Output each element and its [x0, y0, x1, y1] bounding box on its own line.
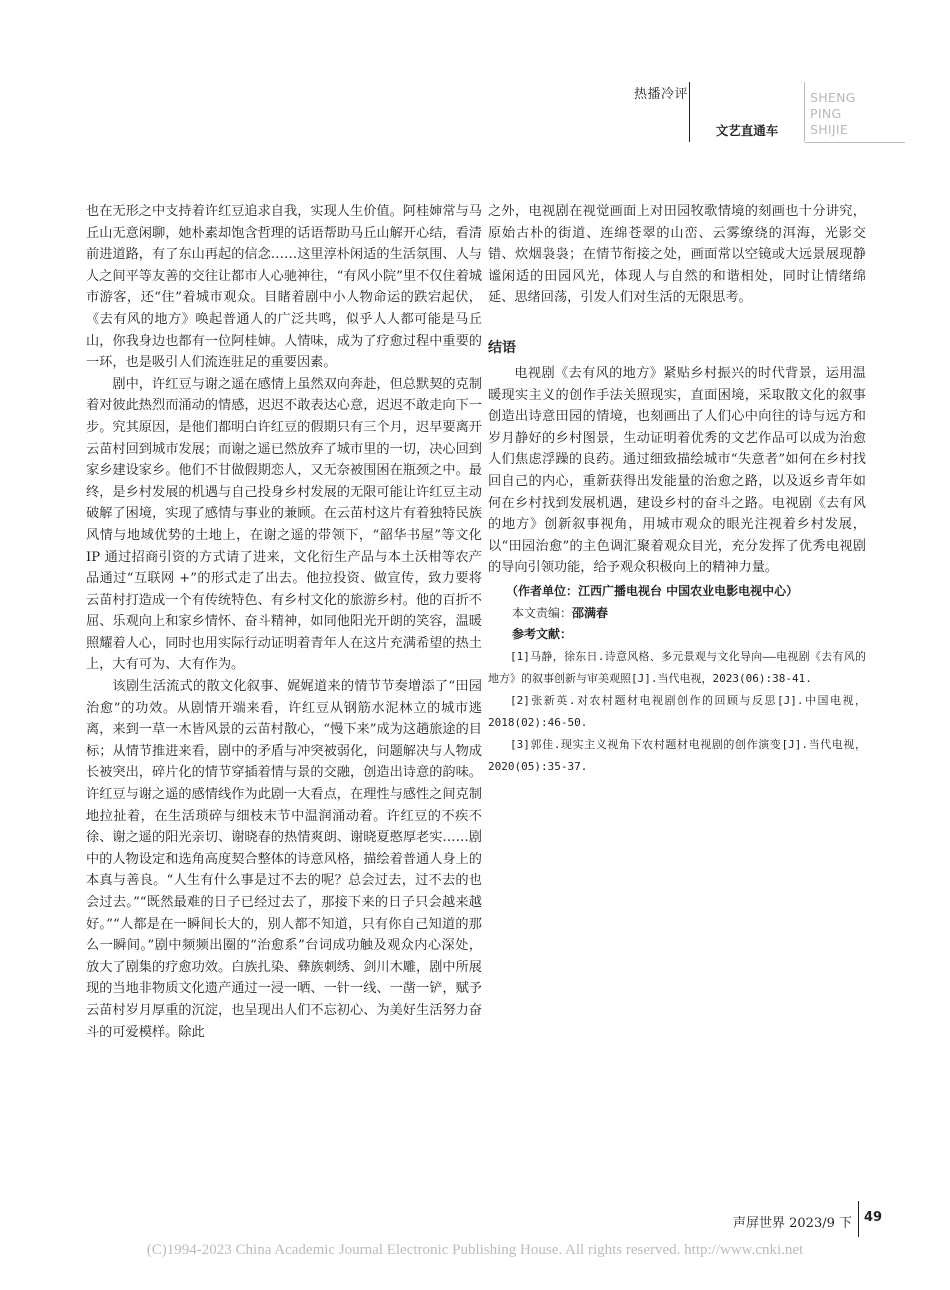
header-divider: [689, 82, 690, 142]
section-title: 文艺直通车: [715, 123, 779, 138]
brand-line-3: SHIJIE: [810, 122, 849, 137]
paragraph-continued: 之外，电视剧在视觉画面上对田园牧歌情境的刻画也十分讲究，原始古朴的街道、连绵苍翠的山峦、云雾缭绕的洱海，光影交错、炊烟袅袅；在情节衔接之处，画面常以空镜或大远景展现静谧闲适的田园风光，体现人与自然的和谐相处，同时让情绪绵延、思绪回荡，引发人们对生活的无限思考。: [488, 204, 866, 306]
reference-item: [3]郭佳.现实主义视角下农村题材电视剧的创作演变[J].当代电视，2020(05):35-37.: [488, 737, 866, 773]
conclusion-paragraph: 电视剧《去有风的地方》紧贴乡村振兴的时代背景，运用温暖现实主义的创作手法关照现实，直面困境，采取散文化的叙事创造出诗意田园的情境，也刻画出了人们心中向往的诗与远方和岁月静好的乡村图景，生动证明着优秀的文艺作品可以成为治愈人们焦虑浮躁的良药。通过细致描绘城市“失意者”如何在乡村找回自己的内心，重新获得出发能量的治愈之路，以及返乡青年如何在乡村找到发展机遇，建设乡村的奋斗之路。电视剧《去有风的地方》创新叙事视角，用城市观众的眼光注视着乡村发展，以“田园治愈”的主色调汇聚着观众目光，充分发挥了优秀电视剧的导向引领功能，给予观众积极向上的精神力量。: [488, 365, 866, 576]
paragraph: 该剧生活流式的散文化叙事、娓娓道来的情节节奏增添了“田园治愈”的功效。从剧情开端来看，许红豆从钢筋水泥林立的城市逃离，来到一草一木皆风景的云苗村散心，“慢下来”成为这趟旅途的目标；从情节推进来看，剧中的矛盾与冲突被弱化，问题解决与人物成长被突出，碎片化的情节穿插着情与景的交融，创造出诗意的韵味。许红豆与谢之遥的感情线作为此剧一大看点，在理性与感性之间克制地拉扯着，在生活琐碎与细枝末节中温润涌动着。许红豆的不疾不徐、谢之遥的阳光亲切、谢晓春的热情爽朗、谢晓夏憨厚老实……剧中的人物设定和选角高度契合整体的诗意风格，描绘着普通人身上的本真与善良。“人生有什么事是过不去的呢？总会过去，过不去的也会过去。”“既然最难的日子已经过去了，那接下来的日子只会越来越好。”“人都是在一瞬间长大的，别人都不知道，只有你自己知道的那么一瞬间。”剧中频频出圈的“治愈系”台词成功触及观众内心深处，放大了剧集的疗愈功效。白族扎染、彝族刺绣、剑川木雕，剧中所展现的当地非物质文化遗产通过一浸一晒、一针一线、一凿一铲，赋予云苗村岁月厚重的沉淀，也呈现出人们不忘初心、为美好生活努力奋斗的可爱模样。除此: [86, 679, 482, 1040]
page-number: 49: [864, 1210, 883, 1225]
reference-item: [2]张新英.对农村题材电视剧创作的回顾与反思[J].中国电视，2018(02):46-50.: [488, 693, 866, 729]
conclusion-heading: 结语: [488, 339, 516, 356]
paragraph: 剧中，许红豆与谢之遥在感情上虽然双向奔赴，但总默契的克制着对彼此热烈而涌动的情感，迟迟不敢表达心意，迟迟不敢走向下一步。究其原因，是他们都明白许红豆的假期只有三个月，迟早要离开云苗村回到城市发展；而谢之遥已然放弃了城市里的一切，决心回到家乡建设家乡。他们不甘做假期恋人，又无奈被围困在瓶颈之中。最终，是乡村发展的机遇与自己投身乡村发展的无限可能让许红豆主动破解了困境，实现了感情与事业的兼顾。在云苗村这片有着独特民族风情与地域优势的土地上，在谢之遥的带领下，“韶华书屋”等文化 IP 通过招商引资的方式请了进来，文化衍生产品与本土沃柑等农产品通过“互联网 +”的形式走了出去。他拉投资、做宣传，致力要将云苗村打造成一个有传统特色、有乡村文化的旅游乡村。他的百折不屈、乐观向上和家乡情怀、奋斗精神，如同他阳光开朗的笑容，温暖照耀着人心，同时也用实际行动证明着青年人在这片充满希望的热土上，大有可为、大有作为。: [86, 376, 482, 673]
right-column: [488, 201, 866, 778]
references-heading: 参考文献：: [512, 627, 573, 642]
author-affiliation: （作者单位：江西广播电视台 中国农业电影电视中心）: [506, 583, 799, 598]
editor-credit: [488, 603, 866, 625]
left-column: [86, 201, 482, 1043]
brand-underline: [805, 142, 905, 143]
brand-logo-text: [810, 90, 900, 138]
copyright-watermark: (C)1994-2023 China Academic Journal Electronic Publishing House. All rights reserved. http://www.cnki.net: [146, 1242, 804, 1258]
header-divider-brand: [804, 82, 805, 142]
reference-item: [1]马静，徐东日.诗意风格、多元景观与文化导向——电视剧《去有风的地方》的叙事创新与审美观照[J].当代电视，2023(06):38-41.: [488, 649, 866, 685]
editor-label: 本文责编：: [512, 605, 573, 620]
editor-name: 邵满春: [572, 605, 609, 620]
column-title: 热播冷评: [633, 87, 688, 102]
paragraph-continued: 也在无形之中支持着许红豆追求自我，实现人生价值。阿桂婶常与马丘山无意闲聊，她朴素却饱含哲理的话语帮助马丘山解开心结，看清前进道路，有了东山再起的信念……这里淳朴闲适的生活氛围、人与人之间平等友善的交往让都市人心驰神往，“有风小院”里不仅住着城市游客，还“住”着城市观众。目睹着剧中小人物命运的跌宕起伏，《去有风的地方》唤起普通人的广泛共鸣，似乎人人都可能是马丘山，你我身边也都有一位阿桂婶。人情味，成为了疗愈过程中重要的一环，也是吸引人们流连驻足的重要因素。: [86, 204, 482, 371]
brand-line-2: PING: [810, 106, 842, 121]
footer-divider: [858, 1201, 859, 1237]
journal-issue: 声屏世界 2023/9 下: [733, 1216, 852, 1231]
brand-line-1: SHENG: [810, 90, 856, 105]
